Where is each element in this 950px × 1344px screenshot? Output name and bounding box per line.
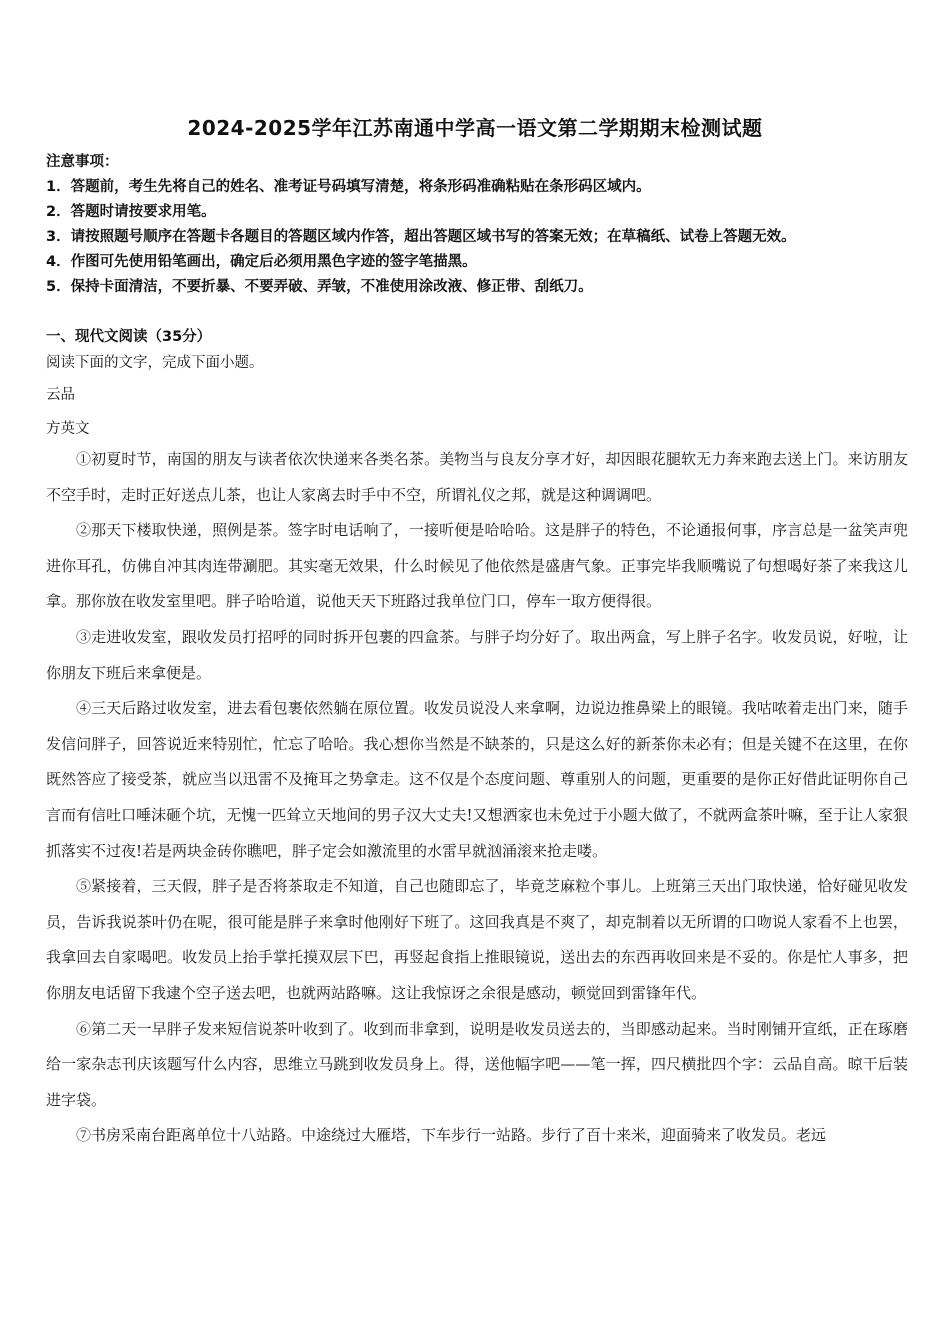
article-paragraph: ①初夏时节，南国的朋友与读者依次快递来各类名茶。美物当与良友分享才好，却因眼花腿软无力奔来跑去送上门。来访朋友不空手时，走时正好送点儿茶，也让人家离去时手中不空，所谓礼仪之邦，就是这种调调吧。	[46, 450, 908, 504]
section-instruction: 阅读下面的文字，完成下面小题。	[46, 355, 264, 371]
section-heading: 一、现代文阅读（35分）	[46, 329, 212, 345]
article-author: 方英文	[46, 421, 90, 437]
article-paragraph: ②那天下楼取快递，照例是茶。签字时电话响了，一接听便是哈哈哈。这是胖子的特色，不论通报何事，序言总是一盆笑声兜进你耳孔，仿佛自冲其肉连带涮肥。其实毫无效果，什么时候见了他依然是盛唐气象。正事完毕我顺嘴说了句想喝好茶了来我这儿拿。那你放在收发室里吧。胖子哈哈道，说他天天下班路过我单位门口，停车一取方便得很。	[46, 521, 908, 611]
article-paragraph: ⑦书房采南台距离单位十八站路。中途绕过大雁塔，下车步行一站路。步行了百十来米，迎面骑来了收发员。老远	[76, 1126, 827, 1145]
reading-section	[46, 325, 916, 443]
notice-block	[46, 150, 916, 300]
notice-item: 4．作图可先使用铅笔画出，确定后必须用黑色字迹的签字笔描黑。	[46, 254, 477, 270]
article-paragraph: ③走进收发室，跟收发员打招呼的同时拆开包裹的四盒茶。与胖子均分好了。取出两盒，写上胖子名字。收发员说，好啦，让你朋友下班后来拿便是。	[46, 627, 908, 682]
notice-item: 2．答题时请按要求用笔。	[46, 204, 216, 220]
article-paragraph: ⑥第二天一早胖子发来短信说茶叶收到了。收到而非拿到，说明是收发员送去的，当即感动起来。当时刚铺开宣纸，正在琢磨给一家杂志刊庆该题写什么内容，思维立马跳到收发员身上。得，送他幅字吧——笔一挥，四尺横批四个字：云品自高。晾干后装进字袋。	[46, 1019, 908, 1109]
notice-item: 5．保持卡面清洁，不要折暴、不要弄破、弄皱，不准使用涂改液、修正带、刮纸刀。	[46, 279, 593, 295]
notice-heading: 注意事项：	[46, 154, 119, 170]
notice-item: 3．请按照题号顺序在答题卡各题目的答题区域内作答，超出答题区域书写的答案无效；在草稿纸、试卷上答题无效。	[46, 229, 796, 245]
article-title: 云品	[46, 387, 75, 403]
article-paragraph: ④三天后路过收发室，进去看包裹依然躺在原位置。收发员说没人来拿啊，边说边推鼻梁上的眼镜。我咕哝着走出门来，随手发信问胖子，回答说近来特别忙，忙忘了哈哈。我心想你当然是不缺茶的，只是这么好的新茶你未必有；但是关键不在这里，在你既然答应了接受茶，就应当以迅雷不及掩耳之势拿走。这不仅是个态度问题、尊重别人的问题，更重要的是你正好借此证明你自己言而有信吐口唾沫砸个坑，无愧一匹耸立天地间的男子汉大丈夫!又想洒家也未免过于小题大做了，不就两盒茶叶嘛，至于让人家狠抓落实不过夜!若是两块金砖你瞧吧，胖子定会如激流里的水雷早就汹涌滚来抢走喽。	[46, 699, 908, 860]
exam-title: 2024-2025学年江苏南通中学高一语文第二学期期末检测试题	[187, 116, 763, 140]
article-paragraph: ⑤紧接着，三天假，胖子是否将茶取走不知道，自己也随即忘了，毕竟芝麻粒个事儿。上班第三天出门取快递，恰好碰见收发员，告诉我说茶叶仍在呢，很可能是胖子来拿时他刚好下班了。这回我真是不爽了，却克制着以无所谓的口吻说人家看不上也罢，我拿回去自家喝吧。收发员上抬手掌托摸双层下巴，再竖起食指上推眼镜说，送出去的东西再收回来是不妥的。你是忙人事多，把你朋友电话留下我逮个空子送去吧，也就两站路嘛。这让我惊讶之余很是感动，顿觉回到雷锋年代。	[46, 877, 908, 1002]
article-body	[46, 442, 908, 1154]
notice-item: 1．答题前，考生先将自己的姓名、准考证号码填写清楚，将条形码准确粘贴在条形码区域内。	[46, 179, 651, 195]
